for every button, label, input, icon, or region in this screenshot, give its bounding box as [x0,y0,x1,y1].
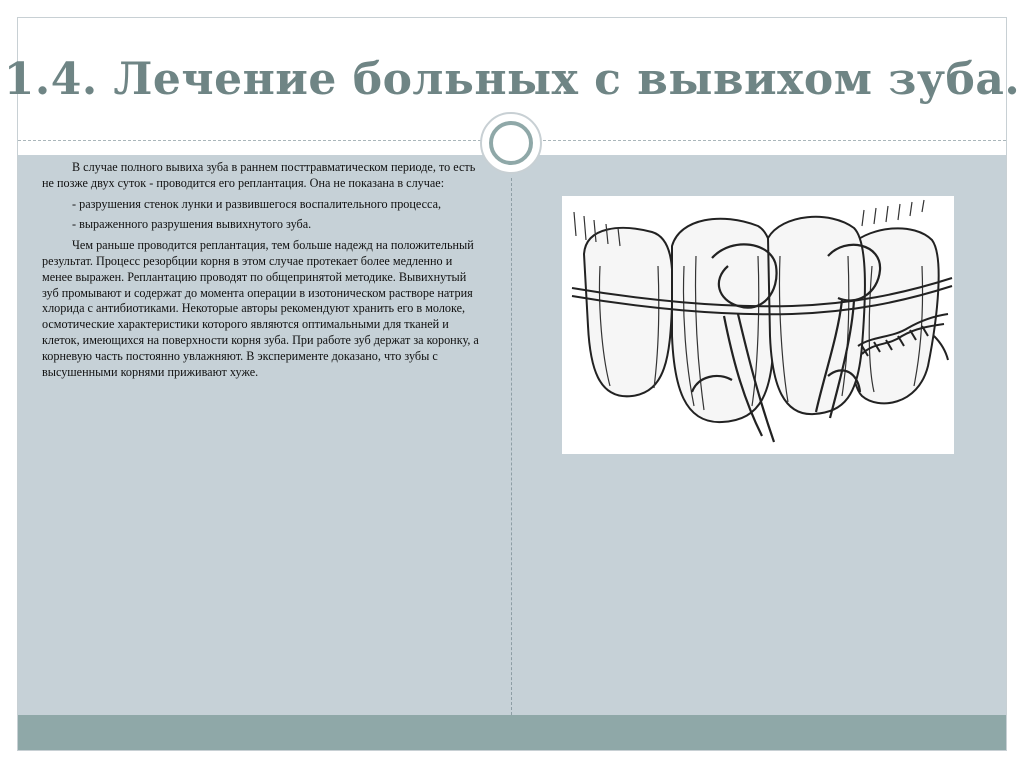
slide-title: 1.4. Лечение больных с вывихом зуба. [3,53,1021,105]
footer-band [18,715,1006,750]
paragraph-contraindication-2: - выраженного разрушения вывихнутого зуба. [72,217,312,232]
paragraph-replantation: Чем раньше проводится реплантация, тем больше надежд на положительный результат. Процесс резорбции корня в этом случае протекает более медленно и менее выражен. Реплантацию проводят по общепринятой методике. Вывихнутый зуб промывают и содержат до момента операции в изотоническом растворе натрия хлорида с антибиотиками. Некоторые авторы рекомендуют хранить его в молоке, осмотические характеристики которого являются оптимальными для тканей и клеток, имеющихся на поверхности корня зуба. При работе зуб держат за коронку, а корневую часть постоянно увлажняют. В эксперименте доказано, что зубы с высушенными корнями приживают хуже. [42,238,479,379]
paragraph-intro: В случае полного вывиха зуба в раннем посттравматическом периоде, то есть не позже двух суток - проводится его реплантация. Она не показана в случае: [42,160,476,190]
column-divider [511,178,512,715]
teeth-splint-figure [562,196,954,454]
body-text [42,160,480,380]
teeth-wire-splint-icon [562,196,954,454]
decorative-ring-inner-icon [489,121,533,165]
paragraph-contraindication-1: - разрушения стенок лунки и развившегося воспалительного процесса, [72,196,442,211]
